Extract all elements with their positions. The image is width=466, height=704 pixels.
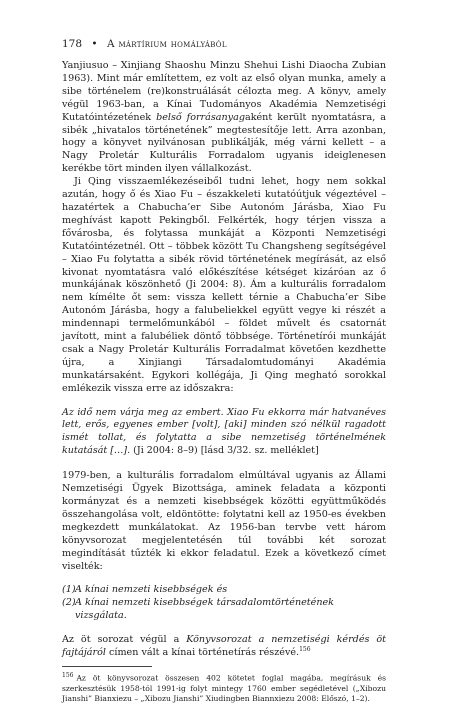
page	[62, 38, 386, 704]
quote-citation: (Ji 2004: 8–9) [lásd 3/32. sz. melléklet]	[130, 445, 319, 457]
paragraph-2: Ji Qing visszaemlékezéseiből tudni lehet, hogy nem sokkal azután, hogy ő és Xiao Fu – északkeleti kutatóútjuk végeztével – hazatértek a Chabucha’er Sibe Autonóm Járásba, Xiao Fu meghívást kapott Pekingből. Felkérték, hogy térjen vissza a fővárosba, és folytassa munkáját a Központi Nemzetiségi Kutatóintézetnél. Ott – többek között Tu Changsheng segítségével – Xiao Fu folytatta a sibék rövid történetének megírását, az első kivonat nyomtatásra való előkészítése kétséget kizáróan az ő munkájának köszönhető (Ji 2004: 8). Ám a kulturális forradalom nem kímélte őt sem: vissza kellett térnie a Chabucha’er Sibe Autonóm Járásba, hogy a falubeliekkel együtt vegye ki részét a mindennapi termelőmunkából – földet művelt és csatornát javított, mint a falubéliek döntő többsége. Történetírói munkáját csak a Nagy Proletár Kulturális Forradalmat követően kezdhette újra, a Xinjiangi Társadalomtudományi Akadémia munkatársaként. Egykori kollégája, Ji Qing megható sorokkal emlékezik vissza erre az időszakra:	[62, 176, 386, 394]
running-title: A mártírium homályából	[106, 38, 227, 50]
list-item: (1) A kínai nemzeti kisebbségek és	[62, 584, 228, 596]
paragraph-1: Yanjiusuo – Xinjiang Shaoshu Minzu Shehui Lishi Diaocha Zubian 1963). Mint már említettem, ez volt az első olyan munka, amely a sibe történelem (re)konstruálását célozta meg. A könyv, amely végül 1963-ban, a Kínai Tudományos Akadémia Nemzetiségi Kutatóintézetének belső forrásanyagaként került nyomtatásra, a sibék „hivatalos történetének” megtestesítője lett. Arra azonban, hogy a könyvet nyilvánosan publikálják, még várni kellett – a Nagy Proletár Kulturális Forradalom ugyanis ideiglenesen kerékbe tört minden ilyen vállalkozást.	[62, 60, 386, 175]
paragraph-4: Az öt sorozat végül a Könyvsorozat a nemzetiségi kérdés öt fajtájáról címen vált a kínai történetírás részévé.$^{156}$	[62, 634, 386, 659]
footnote-ref[interactable]: 156	[299, 645, 311, 653]
footnote	[62, 671, 386, 704]
body-text	[62, 60, 386, 660]
paragraph-3: 1979-ben, a kulturális forradalom elmúltával ugyanis az Állami Nemzetiségi Ügyek Bizottsága, aminek feladata a központi kormányzat és a nemzeti kisebbségek közötti együttműködés összehangolása volt, eldöntötte: folytatni kell az 1950-es években megkezdett munkálatokat. Az 1956-ban tervbe vett három könyvsorozat megjelentetésén túl további két sorozat megindítását tűzték ki ekkor feladatul. Ezek a következő címet viselték:	[62, 470, 386, 572]
italic-term: belső forrásanyag	[156, 111, 245, 123]
footnote-text: Az öt könyvsorozat összesen 402 kötetet foglal magába, megírásuk és szerkesztésük 1958-tól 1991-ig folyt mintegy 1760 ember segédletével („Xibozu Jianshi” Bianxiezu – „Xibozu Jianshi” Xiudingben Biannxiezu 2008: Előszó, 1–2).	[62, 673, 386, 703]
block-quote: Az idő nem várja meg az embert. Xiao Fu ekkorra már hatvanéves lett, erős, egyenes ember [volt], [aki] minden szó nélkül ragadott ismét tollat, és folytatta a sibe nemzetiség történelmének kutatását […]. (Ji 2004: 8–9) [lásd 3/32. sz. melléklet]	[62, 406, 386, 457]
page-number: 178	[62, 38, 83, 50]
list-item: (2) A kínai nemzeti kisebbségek társadalomtörténetének vizsgálata.	[62, 597, 334, 622]
series-list	[62, 584, 386, 623]
footnote-number: 156	[62, 671, 74, 679]
running-header	[62, 38, 386, 52]
header-bullet: •	[91, 38, 98, 50]
